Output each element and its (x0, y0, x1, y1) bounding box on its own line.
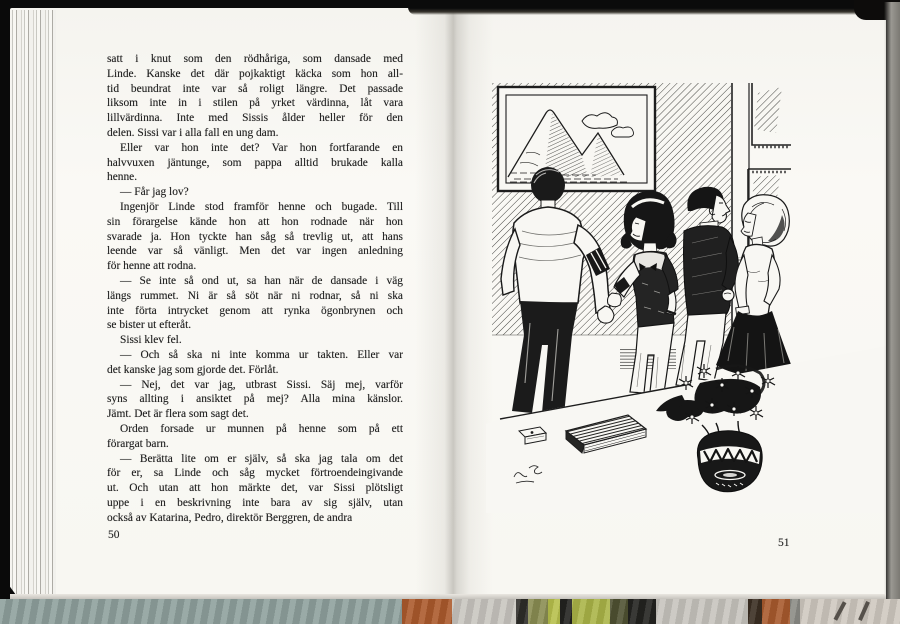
framed-mountain-painting (498, 87, 655, 191)
text-line: Eller var hon inte det? Var hon fortfarande en (120, 141, 403, 154)
text-line: syns allting i ansiktet på mej? Alla mina känslor. (107, 393, 403, 406)
book-cover-strip (0, 599, 900, 624)
text-line: också av Katarina, Pedro, direktör Berggren, de andra (107, 511, 353, 524)
page-number-right: 51 (778, 537, 790, 549)
text-line: det kanske jag som gjorde det. Förlåt. (107, 363, 279, 376)
text-line: tid beundrat inte var så roligt längre. Det passade (107, 82, 403, 95)
text-line: — Nej, det var jag, utbrast Sissi. Säj mej, varför (120, 378, 403, 391)
text-line: lillvärdinna. Inte med Sissis ålder heller för den (107, 112, 403, 125)
text-line: längs rummet. Ni är så söt när ni rodnar, så ni ska (107, 289, 403, 302)
text-line: leende var så vänligt. Men det var ingen anledning (107, 245, 403, 258)
text-line: henne. (107, 171, 138, 184)
text-line: inte förta intrycket genom att rynka ögonbrynen och (107, 304, 403, 317)
text-line: förargat barn. (107, 437, 169, 450)
text-line: halvvuxen jäntunge, som pappa alltid brukade kalla (107, 156, 403, 169)
text-line: svarade ja. Hon tyckte han såg så trevlig ut, att hans (107, 230, 403, 243)
text-line: se bister ut efteråt. (107, 319, 192, 332)
text-line: sin förargelse kände hon att hon rodnade när hon (107, 215, 403, 228)
text-line: delen. Sissi var i alla fall en ung dam. (107, 126, 279, 139)
text-line: — Se inte så ond ut, sa han när de dansade i väg (120, 274, 403, 287)
text-line: för henne att rodna. (107, 260, 197, 273)
page-block-right-edge (884, 2, 900, 624)
text-line: — Får jag lov? (120, 186, 189, 199)
text-line: Jämt. Det är flera som sagt det. (107, 408, 249, 421)
text-line: uppe i en beskrivning inte bara av sig själv, utan (107, 496, 403, 509)
text-line: — Berätta lite om er själv, så ska jag tala om det (120, 452, 403, 465)
text-line: satt i knut som den rödhåriga, som dansade med (107, 53, 403, 65)
scanner-shadow-top (408, 0, 886, 15)
text-line: Linde. Kanske det där pojkaktigt käcka som hon all- (107, 67, 403, 80)
scanner-bed-left (0, 0, 10, 624)
text-line: Sissi klev fel. (120, 334, 182, 347)
left-page-body-text (107, 52, 403, 526)
page-edge-stack (10, 10, 56, 596)
book-illustration (486, 83, 886, 513)
text-line: — Och så ska ni inte komma ur takten. Eller var (120, 348, 403, 361)
text-line: för er, sa Linde och såg mycket förtroendeingivande (107, 467, 403, 480)
book-gutter-shadow (415, 8, 493, 598)
page-number-left: 50 (108, 529, 120, 541)
text-line: liksom inte in i stilen på yrket värdinna, låt vara (107, 97, 403, 110)
text-line: Orden forsade ur munnen på henne som på ett (120, 422, 403, 435)
text-line: Ingenjör Linde stod framför henne och bugade. Till (120, 200, 403, 213)
text-line: ut. Och utan att hon märkte det, var Sissi plötsligt (107, 482, 403, 495)
